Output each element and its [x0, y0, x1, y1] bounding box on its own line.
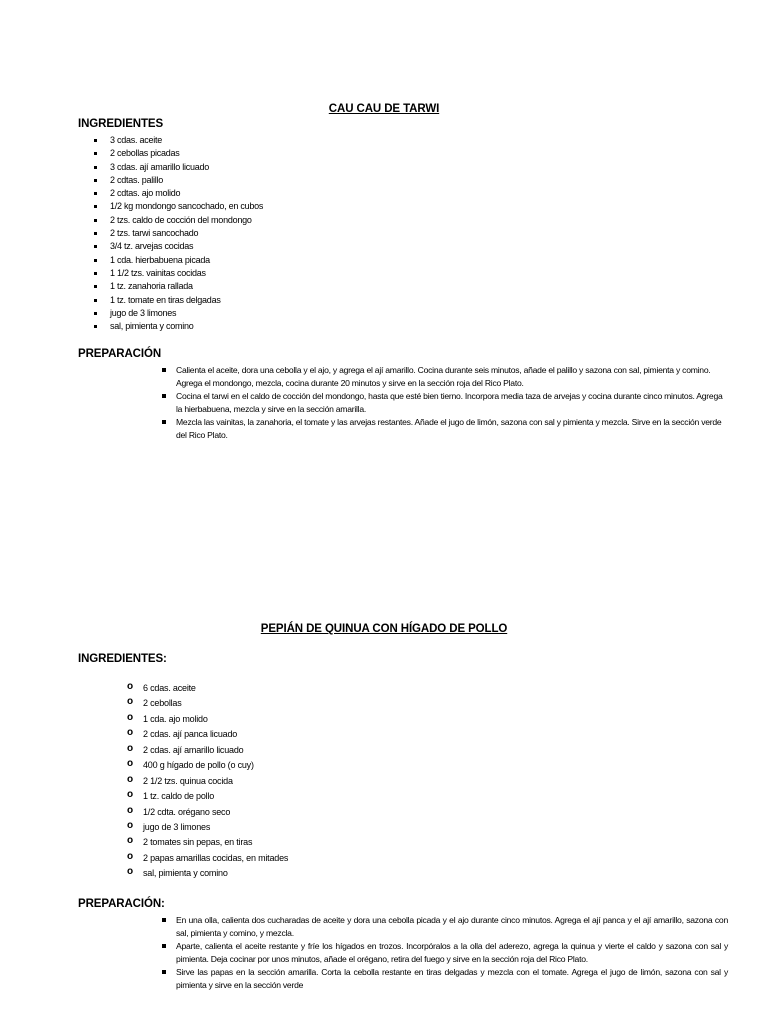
- square-bullet-icon: [94, 205, 97, 208]
- item-text: 3/4 tz. arvejas cocidas: [110, 241, 194, 252]
- preparation-heading: PREPARACIÓN: [78, 348, 162, 360]
- square-bullet-icon: [94, 259, 97, 262]
- ingredient-item: [110, 161, 263, 174]
- item-text: 1 tz. tomate en tiras delgadas: [110, 294, 221, 305]
- item-text: sal, pimienta y comino: [110, 321, 194, 332]
- item-text: jugo de 3 limones: [110, 307, 177, 318]
- item-text: Aparte, calienta el aceite restante y fríe los hígados en trozos. Incorpóralos a la olla del aderezo, agrega la quinua y vierte el caldo y sazona con sal y pimienta. Deja cocinar por unos minutos, añade el orégano, retira del fuego y sirve en la sección roja del Rico Plato.: [176, 941, 728, 964]
- ingredient-item: [110, 280, 263, 293]
- circle-bullet-icon: o: [127, 758, 133, 770]
- item-text: 1/2 cdta. orégano seco: [143, 806, 231, 817]
- circle-bullet-icon: o: [127, 866, 133, 878]
- preparation-step: [176, 940, 728, 966]
- ingredient-item: [127, 835, 288, 851]
- item-text: 3 cdas. aceite: [110, 135, 163, 145]
- item-text: Cocina el tarwi en el caldo de cocción del mondongo, hasta que esté bien tierno. Incorpora media taza de arvejas y cocina durante cinco minutos. Agrega la hierbabuena, mezcla y sirve en la sección amarilla.: [176, 391, 723, 414]
- square-bullet-icon: [94, 219, 97, 222]
- item-text: 2 cebollas: [143, 698, 182, 709]
- ingredient-item: [127, 789, 288, 805]
- square-bullet-icon: [94, 245, 97, 248]
- ingredient-item: [110, 254, 263, 267]
- square-bullet-icon: [162, 970, 166, 974]
- square-bullet-icon: [94, 179, 97, 182]
- ingredients-heading: INGREDIENTES: [78, 118, 164, 130]
- ingredient-item: [127, 681, 288, 697]
- square-bullet-icon: [94, 152, 97, 155]
- item-text: 1/2 kg mondongo sancochado, en cubos: [110, 201, 264, 212]
- square-bullet-icon: [94, 232, 97, 235]
- square-bullet-icon: [162, 368, 166, 372]
- item-text: 2 papas amarillas cocidas, en mitades: [143, 852, 289, 863]
- circle-bullet-icon: o: [127, 819, 133, 831]
- recipe-title: CAU CAU DE TARWI: [328, 103, 440, 115]
- preparation-heading: PREPARACIÓN:: [78, 898, 165, 910]
- ingredient-item: [127, 711, 288, 728]
- preparation-step: [176, 364, 728, 390]
- item-text: 6 cdas. aceite: [143, 683, 196, 693]
- circle-bullet-icon: o: [127, 742, 133, 754]
- item-text: jugo de 3 limones: [143, 821, 211, 832]
- ingredient-item: [110, 200, 263, 213]
- ingredients-list: [110, 134, 263, 333]
- preparation-step: [176, 390, 728, 416]
- square-bullet-icon: [162, 918, 166, 922]
- item-text: 1 1/2 tzs. vainitas cocidas: [110, 267, 206, 278]
- ingredient-item: [110, 307, 263, 320]
- preparation-step: [176, 966, 728, 992]
- item-text: 2 tzs. caldo de cocción del mondongo: [110, 214, 252, 225]
- circle-bullet-icon: o: [127, 804, 133, 816]
- item-text: 2 cdas. ají panca licuado: [143, 729, 238, 740]
- ingredient-item: [127, 850, 289, 867]
- ingredients-list: [127, 681, 289, 883]
- item-text: 1 tz. caldo de pollo: [143, 791, 215, 802]
- item-text: 2 tzs. tarwi sancochado: [110, 228, 199, 239]
- ingredient-item: [110, 134, 263, 147]
- square-bullet-icon: [94, 139, 97, 142]
- item-text: 2 cebollas picadas: [110, 148, 180, 159]
- circle-bullet-icon: o: [127, 773, 133, 785]
- ingredient-item: [110, 147, 263, 160]
- item-text: sal, pimienta y comino: [143, 868, 228, 879]
- ingredients-heading: INGREDIENTES:: [78, 653, 167, 665]
- square-bullet-icon: [162, 420, 166, 424]
- ingredient-item: [110, 227, 263, 240]
- preparation-step: [176, 914, 728, 940]
- circle-bullet-icon: o: [127, 681, 133, 692]
- square-bullet-icon: [94, 299, 97, 302]
- ingredient-item: [110, 174, 263, 187]
- square-bullet-icon: [94, 325, 97, 328]
- ingredient-item: [110, 267, 263, 280]
- square-bullet-icon: [162, 944, 166, 948]
- ingredient-item: [127, 804, 288, 821]
- ingredient-item: [110, 214, 263, 227]
- preparation-step: [176, 416, 728, 442]
- ingredient-item: [127, 866, 288, 882]
- item-text: 2 cdtas. palillo: [110, 174, 164, 185]
- item-text: 2 1/2 tzs. quinua cocida: [143, 775, 233, 786]
- ingredient-item: [127, 773, 288, 790]
- item-text: 2 cdtas. ajo molido: [110, 188, 181, 199]
- item-text: Mezcla las vainitas, la zanahoria, el tomate y las arvejas restantes. Añade el jugo de limón, sazona con sal y pimienta y mezcla. Sirve en la sección verde del Rico Plato.: [176, 417, 722, 440]
- item-text: 1 cda. hierbabuena picada: [110, 254, 210, 265]
- circle-bullet-icon: o: [127, 850, 133, 862]
- ingredient-item: [127, 819, 288, 836]
- item-text: 3 cdas. ají amarillo licuado: [110, 161, 210, 172]
- square-bullet-icon: [94, 166, 97, 169]
- preparation-steps: [176, 914, 728, 992]
- preparation-steps: [176, 364, 728, 442]
- item-text: 1 tz. zanahoria rallada: [110, 281, 193, 292]
- item-text: Calienta el aceite, dora una cebolla y el ajo, y agrega el ají amarillo. Cocina durante seis minutos, añade el palillo y sazona con sal, pimienta y comino. Agrega el mondongo, mezcla, cocina durante 20 minutos y sirve en la sección roja del Rico Plato.: [176, 365, 711, 388]
- circle-bullet-icon: o: [127, 835, 133, 847]
- item-text: En una olla, calienta dos cucharadas de aceite y dora una cebolla picada y el ajo durante cinco minutos. Agrega el ají panca y el ají amarillo, sazona con sal, pimienta y comino, y mezcla.: [176, 915, 728, 938]
- square-bullet-icon: [94, 312, 97, 315]
- item-text: 2 cdas. ají amarillo licuado: [143, 744, 244, 755]
- ingredient-item: [110, 320, 263, 333]
- ingredient-item: [127, 758, 288, 774]
- ingredient-item: [127, 696, 288, 712]
- circle-bullet-icon: o: [127, 711, 133, 723]
- square-bullet-icon: [94, 272, 97, 275]
- square-bullet-icon: [162, 394, 166, 398]
- item-text: 400 g hígado de pollo (o cuy): [143, 760, 254, 771]
- item-text: 1 cda. ajo molido: [143, 713, 208, 724]
- item-text: 2 tomates sin pepas, en tiras: [143, 837, 253, 848]
- ingredient-item: [110, 294, 263, 307]
- recipe-title: PEPIÁN DE QUINUA CON HÍGADO DE POLLO: [260, 623, 508, 635]
- ingredient-item: [110, 240, 263, 253]
- ingredient-item: [127, 742, 288, 759]
- square-bullet-icon: [94, 285, 97, 288]
- square-bullet-icon: [94, 192, 97, 195]
- circle-bullet-icon: o: [127, 727, 133, 739]
- ingredient-item: [127, 727, 288, 743]
- circle-bullet-icon: o: [127, 789, 133, 801]
- item-text: Sirve las papas en la sección amarilla. Corta la cebolla restante en tiras delgadas y mezcla con el tomate. Agrega el jugo de limón, sazona con sal y pimienta y sirve en la sección verde: [176, 967, 728, 990]
- ingredient-item: [110, 187, 263, 200]
- circle-bullet-icon: o: [127, 696, 133, 708]
